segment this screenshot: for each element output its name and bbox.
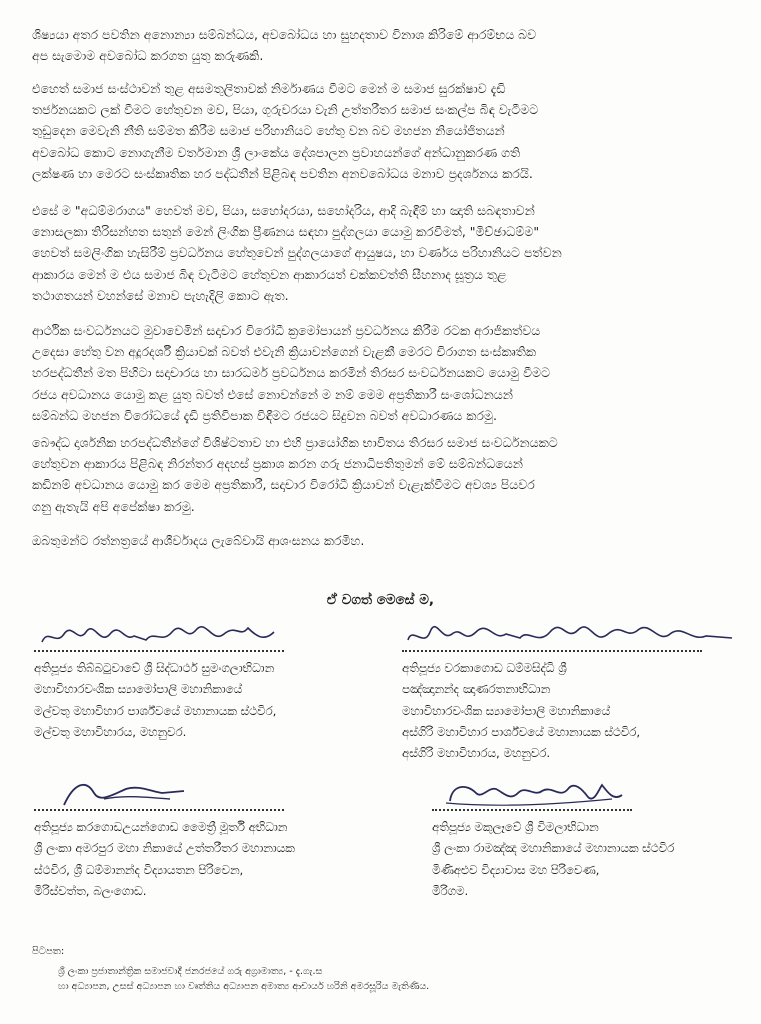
signature-line-1 xyxy=(34,650,284,652)
signatory-block-4 xyxy=(402,775,761,902)
paragraph-4: ආර්ථික සංවර්ධනයට මුවාවෙමින් සදාචාර විරෝධී ක්‍රමෝපායන් ප්‍රවර්ධනය කිරීම රටක අරාජිකත්වය උදෙසා හේතු වන අදූරදර්ශී ක්‍රියාවක් බවත් එවැනි ක්‍රියාවන්ගෙන් වැළකී මෙරට චිරාගත සංස්කෘතික හරපද්ධතීන් මත පිහිටා සදාචාරය හා සාරධර්ම ප්‍රවර්ධනය කරමින් තිරසර සංවර්ධනයකට යොමු වීමට රජය අවධානය යොමු කළ යුතු බවත් එසේ නොවන්නේ ම නම් මෙම අප්‍රතිකාරී සංශෝධනයන් සම්බන්ධ මහජන විරෝධයේ දැඩි ප්‍රතිවිපාක විඳීමට රජයට සිදුවන බවත් අවධාරණය කරමු. xyxy=(32,323,551,423)
signatory-2-details: අතිපූජ්‍ය වරකාගොඩ ධම්මසිද්ධි ශ්‍රී පඤ්ඤානන්ද ඤාණරතනාභිධාන මහාවිහාරවංශික ස්‍යාමෝපාලි මහානිකායේ අස්ගිරි මහාවිහාර පාර්ශ්වයේ මහානායක ස්ථවිර, අස්ගිරි මහාවිහාරය, මහනුවර. xyxy=(402,661,641,761)
signature-line-2 xyxy=(402,650,702,652)
paragraph-6: ඔබතුමන්ට රත්නත්‍රයේ ආශීර්වාදය ලැබේවායි ආශංසනය කරමිහ. xyxy=(32,533,365,548)
paragraph-2: එහෙත් සමාජ සංස්ථාවන් තුළ අසමතුලිතාවක් නිර්මාණය වීමට මෙන් ම සමාජ සුරක්ෂාව දැඩි තර්ජනයකට ලක් වීමට හේතුවන මව, පියා, ගුරුවරයා වැනි උත්තරීතර සමාජ සංකල්ප බිඳ වැටීමට තුඩුදෙන මෙවැනි නීති සම්මත කිරීම සමාජ පරිහානියට හේතු වන බව මහජන නියෝජිතයන් අවබෝධ කොට නොගැනීම වර්තමාන ශ්‍රී ලාංකේය දේශපාලන ප්‍රවාහයන්ගේ අන්ධානුකරණ ගති ලක්ෂණ හා මෙරට සංස්කෘතික හර පද්ධතීන් පිළිබඳ පවතින අනවබෝධය මනාව ප්‍රදර්ශනය කරයි. xyxy=(32,81,539,181)
cc-label: පිටපත: xyxy=(32,946,65,957)
signatory-block-2 xyxy=(402,620,761,764)
signatory-3-details: අතිපූජ්‍ය කරගොඩඋයන්ගොඩ මෛත්‍රී මූර්ති අභිධාන ශ්‍රී ලංකා අමරපුර මහා නිකායේ උත්තරීතර මහානායක ස්ථවිර, ශ්‍රී ධම්මානන්ද විද්‍යායතන පිරිවෙන, මිරිස්වත්ත, බලංගොඩ. xyxy=(34,820,295,898)
paragraph-5: බෞද්ධ දාර්ශනික හරපද්ධතීන්ගේ විශිෂ්ටතාව හා එහි ප්‍රායෝගික භාවිතය තිරසර සමාජ සංවර්ධනයකට හේතුවන ආකාරය පිළිබඳ නිරන්තර අදහස් ප්‍රකාශ කරන ගරු ජනාධිපතිතුමන් මේ සම්බන්ධයෙන් කඩිනම් අවධානය යොමු කර මෙම අප්‍රතිකාරී, සදාචාර විරෝධී ක්‍රියාවන් වැළැක්වීමට අවශ්‍ය පියවර ගනු ඇතැයි අපි අපේක්ෂා කරමු. xyxy=(32,435,558,514)
paragraph-3: එසේ ම "අධම්මරාගය" හෙවත් මව, පියා, සහෝදරයා, සහෝදරිය, ආදි බැඳීම් හා ඤාති සබඳතාවන් නොසලකා තිරිසන්හත සතුන් මෙන් ලිංගික ප්‍රීණනය සඳහා පුද්ගලයා යොමු කරවීමත්, "මිච්ඡාධම්ම" හෙවත් සමලිංගික හැසිරීම් ප්‍රවර්ධනය හේතුවෙන් පුද්ගලයාගේ ආයුෂය, හා වර්ණය පරිහානියට පත්වන ආකාරය මෙන් ම එය සමාජ බිඳ වැටීමට හේතුවන ආකාරයත් චක්කවත්ති සීහනාද සූත්‍රය තුළ තථාගතයන් වහන්සේ මනාව පැහැදිලි කොට ඇත. xyxy=(32,203,562,303)
signatory-1-details: අතිපූජ්‍ය තිබ්බටුවාවේ ශ්‍රී සිද්ධාර්ථ සුමංගලාභිධාන මහාවිහාරවංශික ස්‍යාමෝපාලි මහානිකායේ මල්වතු මහාවිහාර පාර්ශ්වයේ මහානායක ස්ථවිර, මල්වතු මහාවිහාරය, මහනුවර. xyxy=(34,661,277,739)
signature-line-3 xyxy=(34,809,284,811)
handwritten-signature-2 xyxy=(402,620,742,650)
signature-line-4 xyxy=(432,809,632,811)
cc-recipients: ශ්‍රී ලංකා ප්‍රජාතාන්ත්‍රික සමාජවාදී ජනරජයේ ගරු අග්‍රාමාත්‍ය, - දැ.ගැ.ස හා අධ්‍යාපන, උසස් අධ්‍යාපන හා වෘත්තිය අධ්‍යාපන අමාත්‍ය ආචාර්ය හරිනි අමරසූරිය මැතිණිය. xyxy=(58,966,430,992)
handwritten-signature-3 xyxy=(34,775,294,809)
handwritten-signature-4 xyxy=(402,775,662,809)
signatory-block-3 xyxy=(34,775,394,902)
closing-line: ඒ වගත් මෙසේ ම, xyxy=(326,592,435,608)
paragraph-1: ශිෂ්‍යයා අතර පවතින අනොන්‍යා සම්බන්ධය, අවබෝධය හා සුහදතාව විනාශ කිරිමේ ආරම්භය බව අප සැමොම අවබෝධ කරගත යුතු කරුණකි. xyxy=(32,27,537,64)
signatory-4-details: අතිපූජ්‍ය මකුලෑවේ ශ්‍රී විමලාභිධාන ශ්‍රී ලංකා රාමඤ්ඤ මහානිකායේ මහානායක ස්ථවිර මිණිඅළුව විද්‍යාවාස මහ පිරිවෙණ, මීරිගම. xyxy=(432,820,675,898)
signatory-block-1 xyxy=(34,620,394,743)
handwritten-signature-1 xyxy=(34,620,294,650)
